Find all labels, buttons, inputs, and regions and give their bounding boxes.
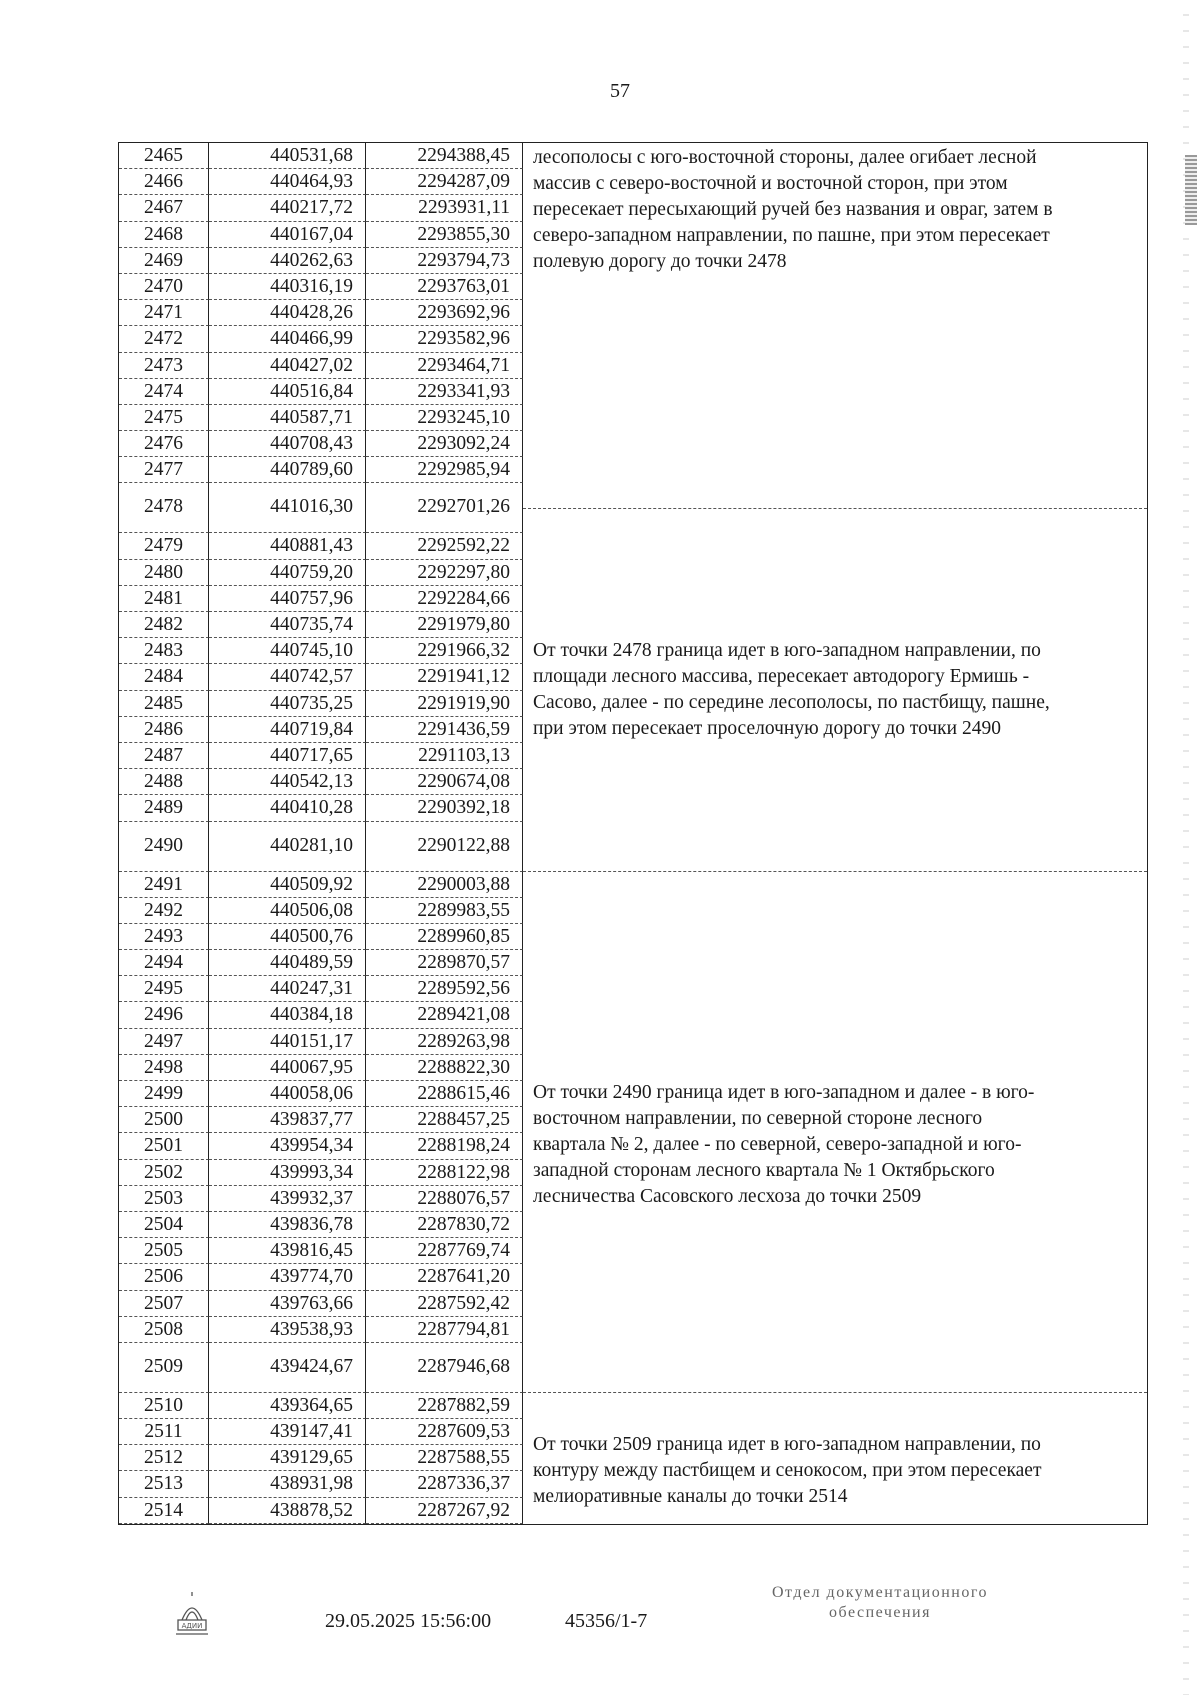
x-coordinate-cell: 440542,13 xyxy=(209,769,366,795)
table-row xyxy=(119,638,523,664)
point-number-cell: 2476 xyxy=(119,431,209,457)
point-number-cell: 2507 xyxy=(119,1291,209,1317)
stamp-text: АДИИ xyxy=(181,1622,203,1630)
x-coordinate-cell: 439837,77 xyxy=(209,1107,366,1133)
table-row xyxy=(119,1212,523,1238)
description-line: мелиоративные каналы до точки 2514 xyxy=(533,1486,848,1508)
y-coordinate-cell: 2293341,93 xyxy=(366,379,523,405)
point-number-cell: 2489 xyxy=(119,795,209,821)
point-number-cell: 2468 xyxy=(119,222,209,248)
y-coordinate-cell: 2287946,68 xyxy=(366,1343,523,1393)
x-coordinate-cell: 441016,30 xyxy=(209,483,366,533)
x-coordinate-cell: 440281,10 xyxy=(209,822,366,872)
y-coordinate-cell: 2288822,30 xyxy=(366,1055,523,1081)
y-coordinate-cell: 2291436,59 xyxy=(366,717,523,743)
y-coordinate-cell: 2288457,25 xyxy=(366,1107,523,1133)
point-number-cell: 2487 xyxy=(119,743,209,769)
table-row xyxy=(119,1081,523,1107)
point-number-cell: 2506 xyxy=(119,1264,209,1290)
point-number-cell: 2491 xyxy=(119,872,209,898)
point-number-cell: 2495 xyxy=(119,976,209,1002)
table-row xyxy=(119,898,523,924)
x-coordinate-cell: 439763,66 xyxy=(209,1291,366,1317)
x-coordinate-cell: 440316,19 xyxy=(209,274,366,300)
x-coordinate-cell: 439932,37 xyxy=(209,1186,366,1212)
table-row xyxy=(119,1393,523,1419)
boundary-description xyxy=(523,897,1147,1394)
table-row xyxy=(119,483,523,533)
table-row xyxy=(119,872,523,898)
table-row xyxy=(119,612,523,638)
x-coordinate-cell: 440587,71 xyxy=(209,405,366,431)
x-coordinate-cell: 439129,65 xyxy=(209,1445,366,1471)
description-line: восточном направлении, по северной стороне лесного xyxy=(533,1108,983,1130)
table-row xyxy=(119,950,523,976)
x-coordinate-cell: 440735,74 xyxy=(209,612,366,638)
y-coordinate-cell: 2287830,72 xyxy=(366,1212,523,1238)
x-coordinate-cell: 439424,67 xyxy=(209,1343,366,1393)
table-row xyxy=(119,1002,523,1028)
description-text xyxy=(533,1080,1135,1210)
point-number-cell: 2479 xyxy=(119,533,209,559)
x-coordinate-cell: 440058,06 xyxy=(209,1081,366,1107)
table-row xyxy=(119,1055,523,1081)
table-row xyxy=(119,924,523,950)
y-coordinate-cell: 2289870,57 xyxy=(366,950,523,976)
x-coordinate-cell: 440217,72 xyxy=(209,195,366,221)
footer-department-line1: Отдел документационного xyxy=(771,1584,989,1601)
point-number-cell: 2508 xyxy=(119,1317,209,1343)
footer-doc-number: 45356/1-7 xyxy=(565,1610,648,1632)
table-row xyxy=(119,405,523,431)
y-coordinate-cell: 2291103,13 xyxy=(366,743,523,769)
y-coordinate-cell: 2290122,88 xyxy=(366,822,523,872)
table-row xyxy=(119,1471,523,1497)
x-coordinate-cell: 440708,43 xyxy=(209,431,366,457)
table-row xyxy=(119,326,523,352)
y-coordinate-cell: 2287769,74 xyxy=(366,1238,523,1264)
description-text xyxy=(533,638,1135,742)
point-number-cell: 2502 xyxy=(119,1160,209,1186)
x-coordinate-cell: 439147,41 xyxy=(209,1419,366,1445)
y-coordinate-cell: 2293245,10 xyxy=(366,405,523,431)
table-row xyxy=(119,691,523,717)
y-coordinate-cell: 2289592,56 xyxy=(366,976,523,1002)
description-line: северо-западном направлении, по пашне, при этом пересекает xyxy=(533,225,1050,246)
y-coordinate-cell: 2290674,08 xyxy=(366,769,523,795)
point-number-cell: 2471 xyxy=(119,300,209,326)
x-coordinate-cell: 440151,17 xyxy=(209,1029,366,1055)
y-coordinate-cell: 2288076,57 xyxy=(366,1186,523,1212)
description-text xyxy=(533,1432,1135,1510)
y-coordinate-cell: 2288198,24 xyxy=(366,1133,523,1159)
point-number-cell: 2465 xyxy=(119,143,209,169)
y-coordinate-cell: 2293763,01 xyxy=(366,274,523,300)
table-row xyxy=(119,822,523,872)
x-coordinate-cell: 439816,45 xyxy=(209,1238,366,1264)
description-line: лесничества Сасовского лесхоза до точки 2509 xyxy=(533,1186,922,1208)
x-coordinate-cell: 440428,26 xyxy=(209,300,366,326)
margin-scan-block xyxy=(1185,155,1197,225)
y-coordinate-cell: 2289983,55 xyxy=(366,898,523,924)
x-coordinate-cell: 439364,65 xyxy=(209,1393,366,1419)
point-number-cell: 2474 xyxy=(119,379,209,405)
x-coordinate-cell: 440757,96 xyxy=(209,586,366,612)
point-number-cell: 2501 xyxy=(119,1133,209,1159)
x-coordinate-cell: 440735,25 xyxy=(209,691,366,717)
description-line: пересекает пересыхающий ручей без названия и овраг, затем в xyxy=(533,199,1053,220)
point-number-cell: 2512 xyxy=(119,1445,209,1471)
description-line: Сасово, далее - по середине лесополосы, по пастбищу, пашне, xyxy=(533,692,1050,714)
table-row xyxy=(119,1264,523,1290)
point-number-cell: 2478 xyxy=(119,483,209,533)
table-row xyxy=(119,1160,523,1186)
point-number-cell: 2482 xyxy=(119,612,209,638)
y-coordinate-cell: 2292284,66 xyxy=(366,586,523,612)
x-coordinate-cell: 440516,84 xyxy=(209,379,366,405)
table-row xyxy=(119,248,523,274)
description-line: западной сторонам лесного квартала № 1 Октябрьского xyxy=(533,1160,995,1182)
x-coordinate-cell: 440427,02 xyxy=(209,353,366,379)
y-coordinate-cell: 2294287,09 xyxy=(366,169,523,195)
boundary-description xyxy=(523,143,1147,509)
y-coordinate-cell: 2293582,96 xyxy=(366,326,523,352)
point-number-cell: 2483 xyxy=(119,638,209,664)
table-row xyxy=(119,353,523,379)
point-number-cell: 2480 xyxy=(119,560,209,586)
x-coordinate-cell: 440881,43 xyxy=(209,533,366,559)
point-number-cell: 2469 xyxy=(119,248,209,274)
y-coordinate-cell: 2291966,32 xyxy=(366,638,523,664)
y-coordinate-cell: 2287882,59 xyxy=(366,1393,523,1419)
x-coordinate-cell: 440742,57 xyxy=(209,664,366,690)
x-coordinate-cell: 438878,52 xyxy=(209,1498,366,1524)
x-coordinate-cell: 440466,99 xyxy=(209,326,366,352)
point-number-cell: 2494 xyxy=(119,950,209,976)
description-line: От точки 2509 граница идет в юго-западном направлении, по xyxy=(533,1434,1041,1456)
x-coordinate-cell: 440384,18 xyxy=(209,1002,366,1028)
point-number-cell: 2485 xyxy=(119,691,209,717)
x-coordinate-cell: 440489,59 xyxy=(209,950,366,976)
table-row xyxy=(119,274,523,300)
y-coordinate-cell: 2287588,55 xyxy=(366,1445,523,1471)
footer-department-stamp xyxy=(740,1583,1020,1623)
point-number-cell: 2472 xyxy=(119,326,209,352)
point-number-cell: 2470 xyxy=(119,274,209,300)
boundary-description xyxy=(523,509,1147,872)
y-coordinate-cell: 2287794,81 xyxy=(366,1317,523,1343)
point-number-cell: 2492 xyxy=(119,898,209,924)
y-coordinate-cell: 2288122,98 xyxy=(366,1160,523,1186)
description-line: массив с северо-восточной и восточной сторон, при этом xyxy=(533,173,1008,194)
y-coordinate-cell: 2287641,20 xyxy=(366,1264,523,1290)
x-coordinate-cell: 438931,98 xyxy=(209,1471,366,1497)
y-coordinate-cell: 2293855,30 xyxy=(366,222,523,248)
y-coordinate-cell: 2294388,45 xyxy=(366,143,523,169)
point-number-cell: 2498 xyxy=(119,1055,209,1081)
table-row xyxy=(119,560,523,586)
description-line: при этом пересекает проселочную дорогу до точки 2490 xyxy=(533,718,1001,740)
coordinates-table xyxy=(118,142,1148,1525)
x-coordinate-cell: 440789,60 xyxy=(209,457,366,483)
y-coordinate-cell: 2293464,71 xyxy=(366,353,523,379)
y-coordinate-cell: 2289421,08 xyxy=(366,1002,523,1028)
y-coordinate-cell: 2292297,80 xyxy=(366,560,523,586)
table-row xyxy=(119,1498,523,1524)
y-coordinate-cell: 2292701,26 xyxy=(366,483,523,533)
point-number-cell: 2511 xyxy=(119,1419,209,1445)
table-row xyxy=(119,1107,523,1133)
y-coordinate-cell: 2287267,92 xyxy=(366,1498,523,1524)
point-number-cell: 2499 xyxy=(119,1081,209,1107)
table-row xyxy=(119,1186,523,1212)
table-row xyxy=(119,300,523,326)
point-number-cell: 2513 xyxy=(119,1471,209,1497)
table-row xyxy=(119,664,523,690)
table-row xyxy=(119,533,523,559)
x-coordinate-cell: 440717,65 xyxy=(209,743,366,769)
description-column xyxy=(523,143,1147,1524)
point-number-cell: 2514 xyxy=(119,1498,209,1524)
point-number-cell: 2509 xyxy=(119,1343,209,1393)
y-coordinate-cell: 2291979,80 xyxy=(366,612,523,638)
table-row xyxy=(119,379,523,405)
y-coordinate-cell: 2287592,42 xyxy=(366,1291,523,1317)
table-row xyxy=(119,586,523,612)
table-row xyxy=(119,143,523,169)
table-row xyxy=(119,717,523,743)
x-coordinate-cell: 440509,92 xyxy=(209,872,366,898)
y-coordinate-cell: 2292592,22 xyxy=(366,533,523,559)
footer-department-line2: обеспечения xyxy=(829,1604,931,1621)
x-coordinate-cell: 439836,78 xyxy=(209,1212,366,1238)
point-number-cell: 2505 xyxy=(119,1238,209,1264)
table-row xyxy=(119,1133,523,1159)
x-coordinate-cell: 439538,93 xyxy=(209,1317,366,1343)
y-coordinate-cell: 2291941,12 xyxy=(366,664,523,690)
point-number-cell: 2467 xyxy=(119,195,209,221)
x-coordinate-cell: 440531,68 xyxy=(209,143,366,169)
table-row xyxy=(119,1419,523,1445)
table-row xyxy=(119,169,523,195)
y-coordinate-cell: 2289960,85 xyxy=(366,924,523,950)
description-line: контуру между пастбищем и сенокосом, при этом пересекает xyxy=(533,1460,1042,1482)
description-line: От точки 2478 граница идет в юго-западном направлении, по xyxy=(533,640,1041,662)
y-coordinate-cell: 2290003,88 xyxy=(366,872,523,898)
margin-scan-marks xyxy=(1183,0,1189,1695)
coordinates-rows xyxy=(119,143,523,1524)
y-coordinate-cell: 2293092,24 xyxy=(366,431,523,457)
y-coordinate-cell: 2292985,94 xyxy=(366,457,523,483)
point-number-cell: 2477 xyxy=(119,457,209,483)
point-number-cell: 2496 xyxy=(119,1002,209,1028)
x-coordinate-cell: 439774,70 xyxy=(209,1264,366,1290)
point-number-cell: 2475 xyxy=(119,405,209,431)
description-line: лесополосы с юго-восточной стороны, далее огибает лесной xyxy=(533,147,1037,168)
x-coordinate-cell: 440067,95 xyxy=(209,1055,366,1081)
page-number: 57 xyxy=(610,80,630,102)
point-number-cell: 2466 xyxy=(119,169,209,195)
table-row xyxy=(119,1445,523,1471)
y-coordinate-cell: 2287336,37 xyxy=(366,1471,523,1497)
stamp-logo-icon xyxy=(168,1590,216,1638)
y-coordinate-cell: 2289263,98 xyxy=(366,1029,523,1055)
x-coordinate-cell: 440745,10 xyxy=(209,638,366,664)
table-row xyxy=(119,743,523,769)
table-row xyxy=(119,457,523,483)
x-coordinate-cell: 439954,34 xyxy=(209,1133,366,1159)
y-coordinate-cell: 2288615,46 xyxy=(366,1081,523,1107)
point-number-cell: 2500 xyxy=(119,1107,209,1133)
table-row xyxy=(119,431,523,457)
point-number-cell: 2504 xyxy=(119,1212,209,1238)
x-coordinate-cell: 440464,93 xyxy=(209,169,366,195)
x-coordinate-cell: 440506,08 xyxy=(209,898,366,924)
table-row xyxy=(119,769,523,795)
x-coordinate-cell: 440500,76 xyxy=(209,924,366,950)
x-coordinate-cell: 440719,84 xyxy=(209,717,366,743)
description-line: площади лесного массива, пересекает автодорогу Ермишь - xyxy=(533,666,1030,688)
point-number-cell: 2481 xyxy=(119,586,209,612)
x-coordinate-cell: 440247,31 xyxy=(209,976,366,1002)
y-coordinate-cell: 2287609,53 xyxy=(366,1419,523,1445)
x-coordinate-cell: 440262,63 xyxy=(209,248,366,274)
x-coordinate-cell: 440167,04 xyxy=(209,222,366,248)
x-coordinate-cell: 440410,28 xyxy=(209,795,366,821)
table-row xyxy=(119,1317,523,1343)
description-line: От точки 2490 граница идет в юго-западном и далее - в юго- xyxy=(533,1082,1035,1104)
point-number-cell: 2473 xyxy=(119,353,209,379)
table-row xyxy=(119,222,523,248)
description-line: полевую дорогу до точки 2478 xyxy=(533,251,787,272)
y-coordinate-cell: 2293692,96 xyxy=(366,300,523,326)
point-number-cell: 2510 xyxy=(119,1393,209,1419)
footer-datetime: 29.05.2025 15:56:00 xyxy=(325,1610,492,1632)
table-row xyxy=(119,1029,523,1055)
point-number-cell: 2484 xyxy=(119,664,209,690)
table-row xyxy=(119,195,523,221)
point-number-cell: 2493 xyxy=(119,924,209,950)
table-row xyxy=(119,976,523,1002)
description-text xyxy=(533,145,1135,275)
y-coordinate-cell: 2291919,90 xyxy=(366,691,523,717)
y-coordinate-cell: 2290392,18 xyxy=(366,795,523,821)
point-number-cell: 2497 xyxy=(119,1029,209,1055)
boundary-description xyxy=(523,1418,1147,1524)
point-number-cell: 2488 xyxy=(119,769,209,795)
point-number-cell: 2503 xyxy=(119,1186,209,1212)
table-row xyxy=(119,795,523,821)
table-row xyxy=(119,1238,523,1264)
x-coordinate-cell: 439993,34 xyxy=(209,1160,366,1186)
table-row xyxy=(119,1291,523,1317)
table-row xyxy=(119,1343,523,1393)
x-coordinate-cell: 440759,20 xyxy=(209,560,366,586)
y-coordinate-cell: 2293794,73 xyxy=(366,248,523,274)
y-coordinate-cell: 2293931,11 xyxy=(366,195,523,221)
description-line: квартала № 2, далее - по северной, северо-западной и юго- xyxy=(533,1134,1022,1156)
point-number-cell: 2486 xyxy=(119,717,209,743)
point-number-cell: 2490 xyxy=(119,822,209,872)
